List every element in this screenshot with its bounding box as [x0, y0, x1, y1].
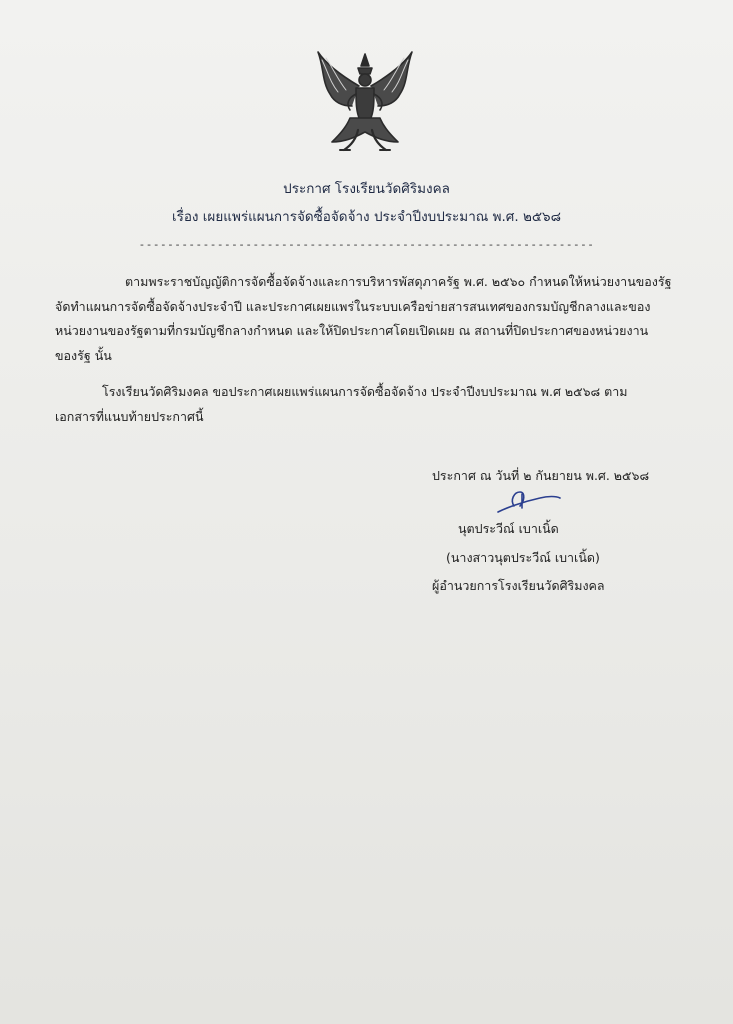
signer-name: นุตประวีณ์ เบาเนิ้ด: [458, 521, 559, 536]
announcement-title: ประกาศ โรงเรียนวัดศิริมงคล: [283, 181, 450, 197]
paragraph-line: หน่วยงานของรัฐตามที่กรมบัญชีกลางกำหนด และให้ปิดประกาศโดยเปิดเผย ณ สถานที่ปิดประกาศของหน่วยงาน: [55, 323, 649, 338]
signer-position: ผู้อำนวยการโรงเรียนวัดศิริมงคล: [432, 578, 605, 593]
announcement-date: ประกาศ ณ วันที่ ๒ กันยายน พ.ศ. ๒๕๖๘: [432, 468, 650, 483]
signer-full-name: (นางสาวนุตประวีณ์ เบาเนิ้ด): [446, 550, 600, 565]
handwritten-signature: [492, 484, 562, 518]
paragraph-line: จัดทำแผนการจัดซื้อจัดจ้างประจำปี และประกาศเผยแพร่ในระบบเครือข่ายสารสนเทศของกรมบัญชีกลางและของ: [55, 298, 651, 314]
garuda-emblem-icon: [312, 46, 418, 158]
body-paragraph-2: [55, 380, 675, 429]
announcement-subject: เรื่อง เผยแพร่แผนการจัดซื้อจัดจ้าง ประจำปีงบประมาณ พ.ศ. ๒๕๖๘: [171, 209, 562, 225]
paragraph-line: โรงเรียนวัดศิริมงคล ขอประกาศเผยแพร่แผนการจัดซื้อจัดจ้าง ประจำปีงบประมาณ พ.ศ ๒๕๖๘ ตาม: [102, 384, 628, 399]
separator-line: ----------------------------------------------------------------: [138, 238, 595, 251]
body-paragraph-1: [55, 270, 675, 368]
paragraph-line: ตามพระราชบัญญัติการจัดซื้อจัดจ้างและการบริหารพัสดุภาครัฐ พ.ศ. ๒๕๖๐ กำหนดให้หน่วยงานของรัฐ: [125, 274, 672, 289]
paragraph-line: ของรัฐ นั้น: [55, 347, 112, 363]
paragraph-line: เอกสารที่แนบท้ายประกาศนี้: [55, 408, 204, 424]
